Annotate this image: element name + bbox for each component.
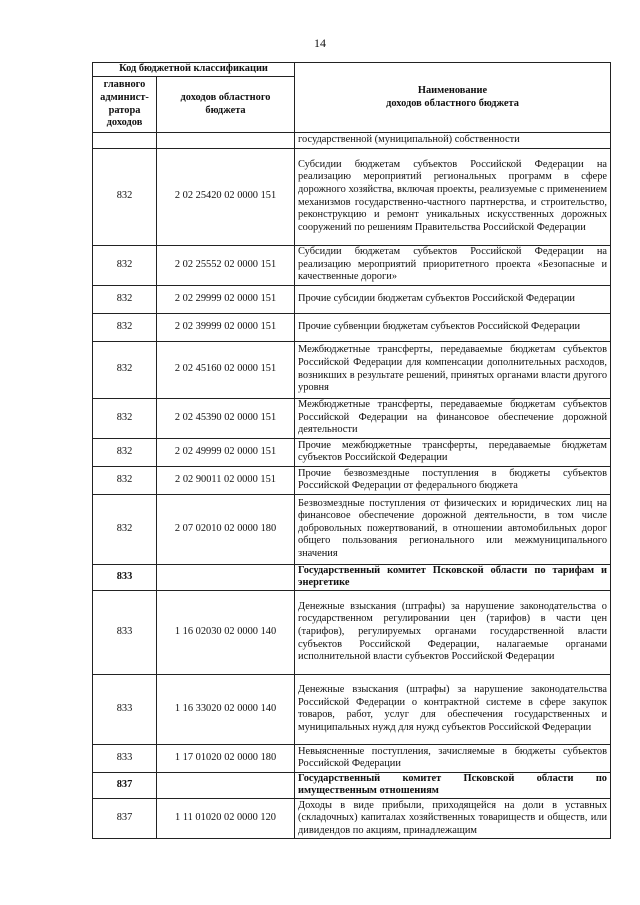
table-row (93, 590, 611, 674)
income-name-cell: Доходы в виде прибыли, приходящейся на доли в уставных (складочных) капиталах хозяйственных товариществ и обществ, или дивидендов по акциям, принадлежащим (295, 798, 611, 838)
header-name-column (295, 63, 611, 133)
income-name-cell: Безвозмездные поступления от физических и юридических лиц на финансовое обеспечение дорожной деятельности, в том числе добровольных пожертвований, в отношении автомобильных дорог общего пользования регионального или межмуниципального значения (295, 494, 611, 564)
table-row (93, 564, 611, 590)
admin-code-cell: 832 (93, 313, 157, 341)
income-code-cell: 1 16 02030 02 0000 140 (157, 590, 295, 674)
income-name-cell: Межбюджетные трансферты, передаваемые бюджетам субъектов Российской Федерации на финансовое обеспечение дорожной деятельности (295, 398, 611, 438)
income-name-cell: Государственный комитет Псковской области по тарифам и энергетике (295, 564, 611, 590)
income-code-cell: 1 17 01020 02 0000 180 (157, 744, 295, 772)
admin-code-cell: 833 (93, 590, 157, 674)
income-name-cell: Прочие безвозмездные поступления в бюджеты субъектов Российской Федерации от федерального бюджета (295, 466, 611, 494)
income-name-cell: Прочие субвенции бюджетам субъектов Российской Федерации (295, 313, 611, 341)
income-code-cell: 2 02 90011 02 0000 151 (157, 466, 295, 494)
page-number: 14 (314, 36, 326, 50)
income-name-cell: Прочие субсидии бюджетам субъектов Российской Федерации (295, 285, 611, 313)
table-row (93, 772, 611, 798)
income-code-cell (157, 772, 295, 798)
table-row (93, 674, 611, 744)
income-code-cell (157, 133, 295, 149)
income-code-cell: 1 16 33020 02 0000 140 (157, 674, 295, 744)
income-name-cell: Прочие межбюджетные трансферты, передаваемые бюджетам субъектов Российской Федерации (295, 438, 611, 466)
admin-code-cell: 832 (93, 245, 157, 285)
header-admin-column: главного админист-ратора доходов (93, 77, 157, 133)
admin-code-cell: 832 (93, 148, 157, 245)
table-row (93, 744, 611, 772)
income-code-cell: 2 02 45390 02 0000 151 (157, 398, 295, 438)
income-name-cell: Субсидии бюджетам субъектов Российской Федерации на реализацию мероприятий региональных программ в сфере дорожного хозяйства, включая проекты, реализуемые с применением механизмов государственно-частного партнерства, и строительство, реконструкцию и ремонт уникальных искусственных дорожных сооружений по решениям Правительства Российской Федерации (295, 148, 611, 245)
admin-code-cell: 832 (93, 466, 157, 494)
admin-code-cell: 832 (93, 341, 157, 398)
admin-code-cell: 837 (93, 772, 157, 798)
admin-code-cell: 832 (93, 398, 157, 438)
table-row (93, 438, 611, 466)
income-name-cell: Межбюджетные трансферты, передаваемые бюджетам субъектов Российской Федерации для компенсации дополнительных расходов, возникших в результате решений, принятых органами власти другого уровня (295, 341, 611, 398)
table-row (93, 285, 611, 313)
admin-code-cell: 832 (93, 494, 157, 564)
income-code-cell: 1 11 01020 02 0000 120 (157, 798, 295, 838)
income-code-cell: 2 02 49999 02 0000 151 (157, 438, 295, 466)
income-code-cell: 2 02 39999 02 0000 151 (157, 313, 295, 341)
admin-code-cell: 833 (93, 744, 157, 772)
header-name-line2: доходов областного бюджета (386, 97, 519, 109)
table-row (93, 133, 611, 149)
income-code-cell: 2 02 25420 02 0000 151 (157, 148, 295, 245)
income-name-cell: Государственный комитет Псковской области по имущественным отношениям (295, 772, 611, 798)
table-row (93, 494, 611, 564)
table-row (93, 398, 611, 438)
income-code-cell: 2 02 25552 02 0000 151 (157, 245, 295, 285)
income-code-cell: 2 07 02010 02 0000 180 (157, 494, 295, 564)
table-body (93, 133, 611, 839)
income-name-cell: Денежные взыскания (штрафы) за нарушение законодательства Российской Федерации о контрактной системе в сфере закупок товаров, работ, услуг для обеспечения государственных и муниципальных нужд для нужд субъектов Российской Федерации (295, 674, 611, 744)
admin-code-cell (93, 133, 157, 149)
table-row (93, 466, 611, 494)
income-code-cell: 2 02 45160 02 0000 151 (157, 341, 295, 398)
admin-code-cell: 833 (93, 564, 157, 590)
income-name-cell: Субсидии бюджетам субъектов Российской Федерации на реализацию мероприятий приоритетного проекта «Безопасные и качественные дороги» (295, 245, 611, 285)
admin-code-cell: 832 (93, 285, 157, 313)
header-group-label: Код бюджетной классификации (93, 63, 295, 77)
budget-classification-table (92, 62, 611, 839)
admin-code-cell: 832 (93, 438, 157, 466)
income-name-cell: государственной (муниципальной) собственности (295, 133, 611, 149)
header-code-column: доходов областного бюджета (157, 77, 295, 133)
table-row (93, 313, 611, 341)
admin-code-cell: 837 (93, 798, 157, 838)
income-code-cell (157, 564, 295, 590)
income-name-cell: Денежные взыскания (штрафы) за нарушение законодательства о государственном регулировании цен (тарифов) в части цен (тарифов), регулируемых органами государственной власти субъектов Российской Федерации, налагаемые органами исполнительной власти субъектов Российской Федерации (295, 590, 611, 674)
income-code-cell: 2 02 29999 02 0000 151 (157, 285, 295, 313)
header-name-line1: Наименование (417, 84, 488, 96)
table-row (93, 341, 611, 398)
income-name-cell: Невыясненные поступления, зачисляемые в бюджеты субъектов Российской Федерации (295, 744, 611, 772)
table-row (93, 148, 611, 245)
admin-code-cell: 833 (93, 674, 157, 744)
table-row (93, 245, 611, 285)
table-row (93, 798, 611, 838)
